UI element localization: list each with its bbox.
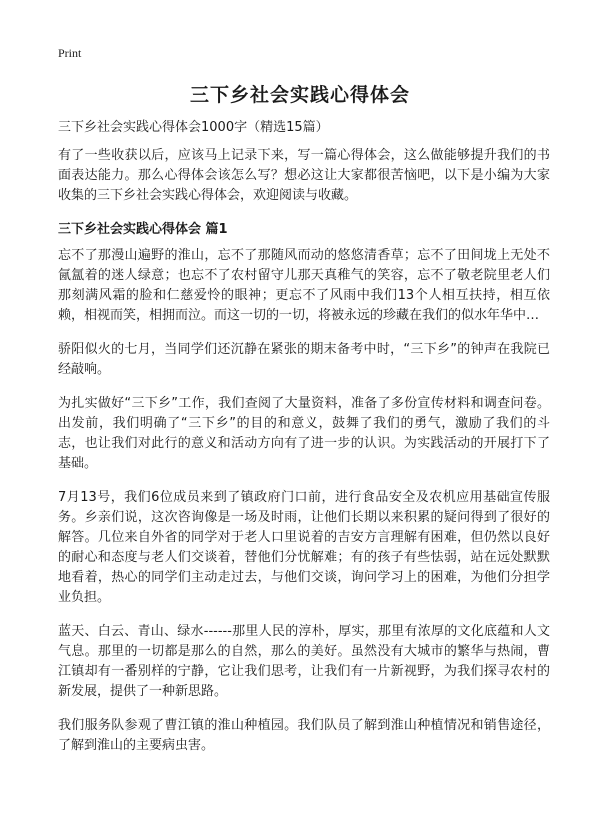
body-paragraph: 我们服务队参观了曹江镇的淮山种植园。我们队员了解到淮山种植情况和销售途径，了解到淮山的主要病虫害。: [58, 718, 550, 753]
page-title: 三下乡社会实践心得体会: [189, 84, 410, 106]
body-paragraph: 骄阳似火的七月，当同学们还沉静在紧张的期末备考中时，“三下乡”的钟声在我院已经敲响。: [58, 342, 550, 377]
print-link[interactable]: Print: [58, 46, 82, 60]
intro-paragraph: 有了一些收获以后，应该马上记录下来，写一篇心得体会，这么做能够提升我们的书面表达能力。那么心得体会该怎么写？想必这让大家都很苦恼吧，以下是小编为大家收集的三下乡社会实践心得体会，欢迎阅读与收藏。: [58, 148, 550, 203]
section-heading: 三下乡社会实践心得体会 篇1: [58, 222, 228, 237]
body-paragraph: 为扎实做好“三下乡”工作，我们查阅了大量资料，准备了多份宣传材料和调查问卷。出发前，我们明确了“三下乡”的目的和意义，鼓舞了我们的勇气，激励了我们的斗志，也让我们对此行的意义和活动方向有了进一步的认识。为实践活动的开展打下了基础。: [58, 396, 550, 471]
body-paragraph: 蓝天、白云、青山、绿水------那里人民的淳朴，厚实，那里有浓厚的文化底蕴和人文气息。那里的一切都是那么的自然，那么的美好。虽然没有大城市的繁华与热闹，曹江镇却有一番别样的宁静，它让我们思考，让我们有一片新视野，为我们探寻农村的新发展，提供了一种新思路。: [58, 624, 550, 699]
body-paragraph: 忘不了那漫山遍野的淮山，忘不了那随风而动的悠悠清香草；忘不了田间垅上无处不氤氲着的迷人绿意；也忘不了农村留守儿那天真稚气的笑容，忘不了敬老院里老人们那刻满风霜的脸和仁慈爱怜的眼神；更忘不了风雨中我们13个人相互扶持，相互依赖，相视而笑，相拥而泣。而这一切的一切，将被永远的珍藏在我们的似水年华中…: [58, 248, 550, 323]
article-body: [58, 118, 550, 770]
body-paragraph: 7月13号，我们6位成员来到了镇政府门口前，进行食品安全及农机应用基础宣传服务。乡亲们说，这次咨询像是一场及时雨，让他们长期以来积累的疑问得到了很好的解答。几位来自外省的同学对于老人口里说着的吉安方言理解有困难，但仍然以良好的耐心和态度与老人们交谈着，替他们分忧解难；有的孩子有些怯弱，站在远处默默地看着，热心的同学们主动走过去，与他们交谈，询问学习上的困难，为他们分担学业负担。: [58, 490, 550, 605]
article-subtitle: 三下乡社会实践心得体会1000字（精选15篇）: [58, 120, 329, 135]
